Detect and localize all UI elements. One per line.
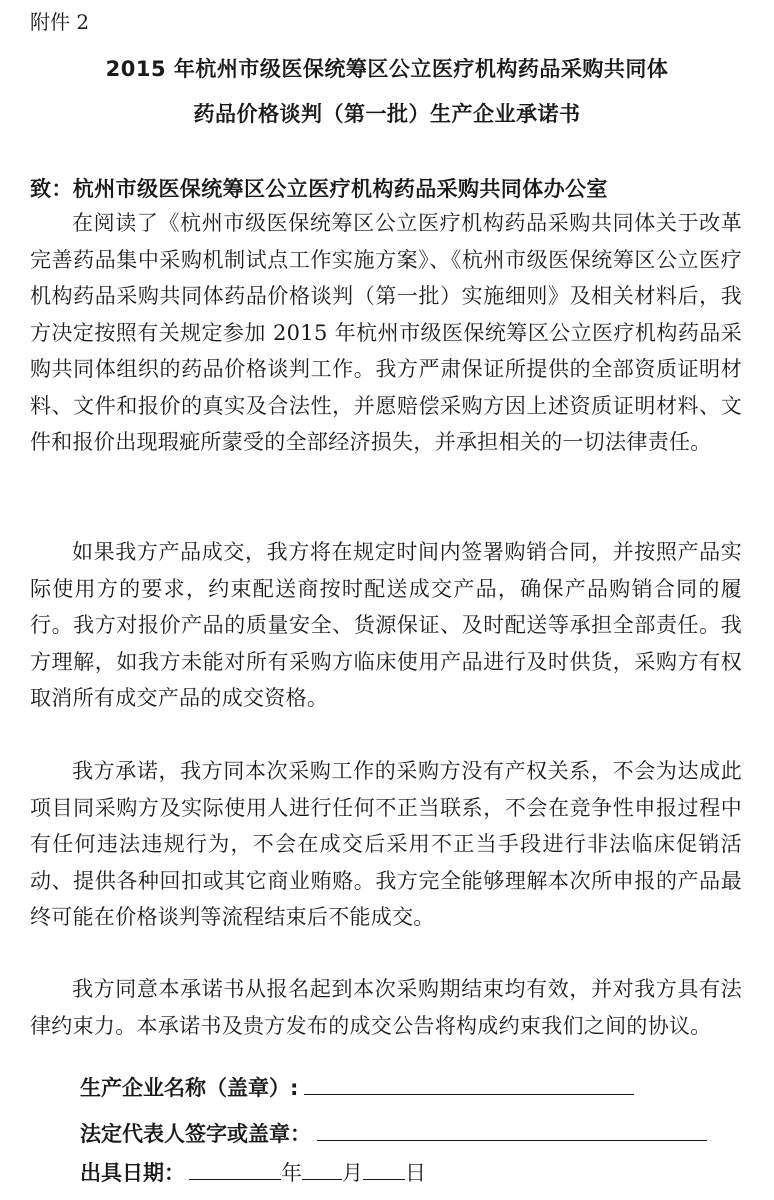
day-blank[interactable]: [363, 1157, 405, 1180]
day-unit: 日: [405, 1161, 426, 1185]
body-paragraph-3: 我方承诺，我方同本次采购工作的采购方没有产权关系，不会为达成此项目同采购方及实际使用人进行任何不正当联系，不会在竞争性申报过程中有任何违法违规行为，不会在成交后采用不正当手段进行非法临床促销活动、提供各种回扣或其它商业贿赂。我方完全能够理解本次所申报的产品最终可能在价格谈判等流程结束后不能成交。: [30, 759, 742, 929]
issue-date-label: 出具日期：: [80, 1161, 185, 1185]
attachment-label: 附件 2: [30, 10, 90, 34]
year-unit: 年: [281, 1161, 302, 1185]
body-paragraph-2: 如果我方产品成交，我方将在规定时间内签署购销合同，并按照产品实际使用方的要求，约束配送商按时配送成交产品，确保产品购销合同的履行。我方对报价产品的质量安全、货源保证、及时配送等承担全部责任。我方理解，如我方未能对所有采购方临床使用产品进行及时供货，采购方有权取消所有成交产品的成交资格。: [30, 540, 742, 710]
month-blank[interactable]: [302, 1157, 342, 1180]
month-unit: 月: [342, 1161, 363, 1185]
representative-signature-blank[interactable]: [317, 1118, 707, 1141]
year-blank[interactable]: [189, 1157, 281, 1180]
company-name-label: 生产企业名称（盖章）:: [80, 1076, 299, 1100]
issue-date-field: [80, 1157, 426, 1189]
company-name-blank[interactable]: [304, 1072, 634, 1095]
body-paragraph-4: 我方同意本承诺书从报名起到本次采购期结束均有效，并对我方具有法律约束力。本承诺书及贵方发布的成交公告将构成约束我们之间的协议。: [30, 977, 742, 1038]
document-title-line-1: 2015 年杭州市级医保统筹区公立医疗机构药品采购共同体: [105, 57, 669, 81]
company-name-field: [80, 1072, 634, 1104]
body-paragraph-1: 在阅读了《杭州市级医保统筹区公立医疗机构药品采购共同体关于改革完善药品集中采购机制试点工作实施方案》、《杭州市级医保统筹区公立医疗机构药品采购共同体药品价格谈判（第一批）实施细则》及相关材料后，我方决定按照有关规定参加 2015 年杭州市级医保统筹区公立医疗机构药品采购共同体组织的药品价格谈判工作。我方严肃保证所提供的全部资质证明材料、文件和报价的真实及合法性，并愿赔偿采购方因上述资质证明材料、文件和报价出现瑕疵所蒙受的全部经济损失，并承担相关的一切法律责任。: [30, 211, 742, 454]
representative-label: 法定代表人签字或盖章：: [80, 1122, 311, 1146]
document-title-line-2: 药品价格谈判（第一批）生产企业承诺书: [193, 102, 581, 126]
addressee: 致：杭州市级医保统筹区公立医疗机构药品采购共同体办公室: [30, 177, 608, 201]
representative-field: [80, 1118, 707, 1150]
